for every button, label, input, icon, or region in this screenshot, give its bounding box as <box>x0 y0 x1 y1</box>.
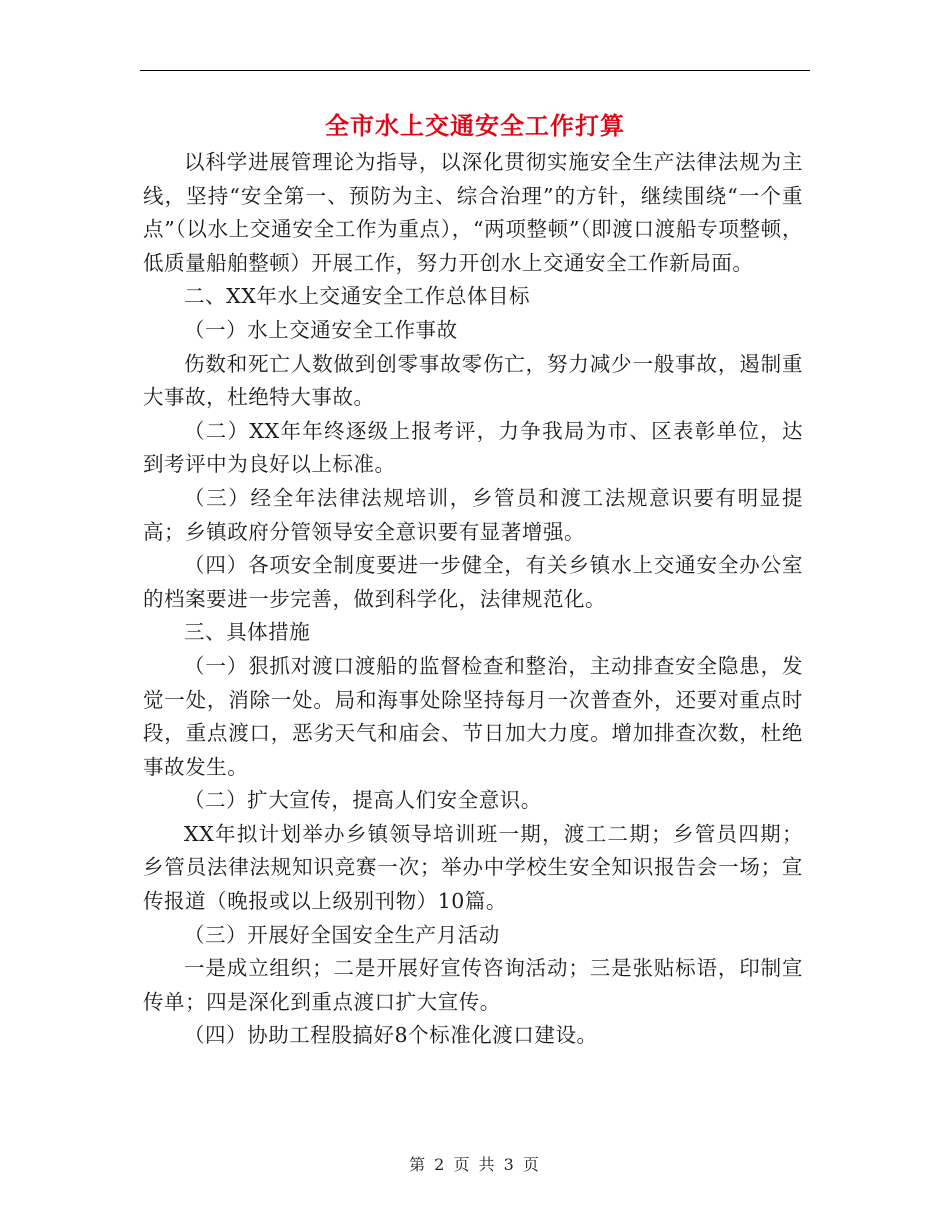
paragraph-measure-4: （四）协助工程股搞好8个标准化渡口建设。 <box>184 1023 598 1048</box>
paragraph-goal-1-detail: 伤数和死亡人数做到创零事故零伤亡，努力减少一般事故，遏制重大事故，杜绝特大事故。 <box>143 351 803 410</box>
document-title: 全市水上交通安全工作打算 <box>325 112 625 140</box>
paragraph-measure-1: （一）狠抓对渡口渡船的监督检查和整治，主动排查安全隐患，发觉一处，消除一处。局和海事处除坚持每月一次普查外，还要对重点时段，重点渡口，恶劣天气和庙会、节日加大力度。增加排查次数，杜绝事故发生。 <box>143 653 803 779</box>
paragraph-measure-2: （二）扩大宣传，提高人们安全意识。 <box>184 788 542 813</box>
section-heading-goals: 二、XX年水上交通安全工作总体目标 <box>184 284 531 309</box>
paragraph-measure-3: （三）开展好全国安全生产月活动 <box>184 922 500 947</box>
header-rule <box>140 70 810 71</box>
section-heading-measures: 三、具体措施 <box>184 620 311 645</box>
paragraph-goal-1: （一）水上交通安全工作事故 <box>184 317 458 342</box>
page-number: 第 2 页 共 3 页 <box>409 1155 541 1174</box>
document-body <box>143 146 803 1053</box>
paragraph-goal-4: （四）各项安全制度要进一步健全，有关乡镇水上交通安全办公室的档案要进一步完善，做到科学化，法律规范化。 <box>143 553 803 611</box>
paragraph-measure-2-detail: XX年拟计划举办乡镇领导培训班一期，渡工二期；乡管员四期；乡管员法律法规知识竞赛一次；举办中学校生安全知识报告会一场；宣传报道（晚报或以上级别刊物）10篇。 <box>143 821 803 914</box>
paragraph-measure-3-detail: 一是成立组织；二是开展好宣传咨询活动；三是张贴标语，印制宣传单；四是深化到重点渡口扩大宣传。 <box>143 956 803 1014</box>
paragraph-goal-3: （三）经全年法律法规培训，乡管员和渡工法规意识要有明显提高；乡镇政府分管领导安全意识要有显著增强。 <box>143 485 803 544</box>
paragraph-goal-2: （二）XX年年终逐级上报考评，力争我局为市、区表彰单位，达到考评中为良好以上标准。 <box>143 418 803 477</box>
paragraph-intro: 以科学进展管理论为指导，以深化贯彻实施安全生产法律法规为主线，坚持“安全第一、预防为主、综合治理”的方针，继续围绕“一个重点”（以水上交通安全工作为重点），“两项整顿”（即渡口渡船专项整顿，低质量船舶整顿）开展工作，努力开创水上交通安全工作新局面。 <box>143 150 803 275</box>
